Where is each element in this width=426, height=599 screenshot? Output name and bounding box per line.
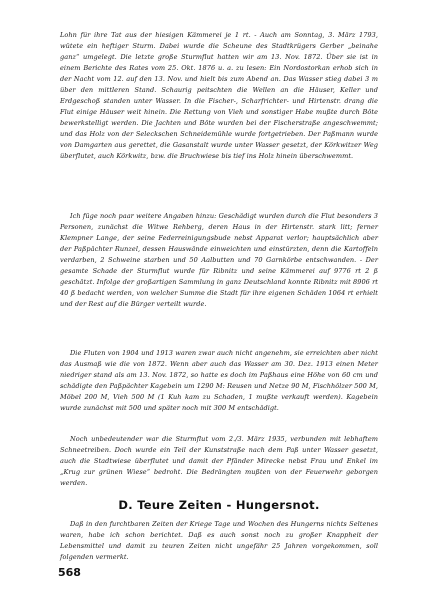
paragraph-text: Daß in den furchtbaren Zeiten der Kriege Tage und Wochen des Hungerns nichts Seltenes waren, habe ich schon berichtet. Daß es auch sonst noch zu großer Knappheit der Lebensmittel und damit zu teuren Zeiten nicht ungefähr 25 Jahren vorgekommen, soll folgenden vermerkt. <box>60 520 378 561</box>
paragraph-text: Die Fluten von 1904 und 1913 waren zwar auch nicht angenehm, sie erreichten aber nicht das Ausmaß wie die von 1872. Wenn aber auch das Wasser am 30. Dez. 1913 einen Meter niedriger stand als am 13. Nov. 1872, so hatte es doch im Paßhaus eine Höhe von 60 cm und schädigte den Paßpächter Kagebein um 1290 M: Reusen und Netze 90 M, Fischhölzer 500 M, Möbel 200 M, Vieh 500 M (1 Kuh kam zu Schaden, 1 mußte verkauft werden). Kagebein wurde zunächst mit 500 und später noch mit 300 M entschädigt. <box>60 349 378 412</box>
paragraph-storm-1872 <box>60 30 378 162</box>
paragraph-text: Lohn für ihre Tat aus der hiesigen Kämmerei je 1 rt. - Auch am Sonntag, 3. März 1793, wütete ein heftiger Sturm. Dabei wurde die Scheune des Stadtkrügers Gerber „beinahe ganz“ umgelegt. Die letzte große Sturmflut hatten wir am 13. Nov. 1872. Über sie ist in einem Berichte des Rates vom 25. Okt. 1876 u. a. zu lesen: Ein Nordostorkan erhob sich in der Nacht vom 12. auf den 13. Nov. und hielt bis zum Abend an. Das Wasser stieg dabei 3 m über den mittleren Stand. Schaurig peitschten die Wellen an die Häuser, Keller und Erdgeschoß standen unter Wasser. In die Fischer-, Scharfrichter- und Hirtenstr. drang die Flut einige Häuser weit hinein. Die Rettung von Vieh und sonstiger Habe mußte durch Böte bewerkstelligt werden. Die Jachten und Böte wurden bei der Fischerstraße angeschwemmt; und das Holz von der Seleckschen Schneidemühle wurde fortgetrieben. Der Paßmann wurde von Damgarten aus gerettet, die Gasanstalt wurde unter Wasser gesetzt, der Körkwitzer Weg überflutet, auch Körkwitz, bzw. die Bruchwiese bis tief ins Holz hinein überschwemmt. <box>60 31 378 160</box>
paragraph-floods-1904-1913 <box>60 348 378 414</box>
paragraph-text: Ich füge noch paar weitere Angaben hinzu: Geschädigt wurden durch die Flut besonders 3 Personen, zunächst die Witwe Rehberg, deren Haus in der Hirtenstr. stark litt; ferner Klempner Lange, der seine Federreinigungsbude nebst Apparat verlor; hauptsächlich aber der Paßpächter Runzel, dessen Hauswände einweichten und einstürzten, denn die Kartoffeln verdarben, 2 Schweine starben und 50 Aalbutten und 70 Garnkörbe entschwanden. - Der gesamte Schade der Sturmflut wurde für Ribnitz und seine Kämmerei auf 9776 rt 2 ß geschätzt. Infolge der großartigen Sammlung in ganz Deutschland konnte Ribnitz mit 8906 rt 40 ß bedacht werden, von welcher Summe die Stadt für ihre eigenen Schäden 1064 rt erhielt und der Rest auf die Bürger verteilt wurde. <box>60 212 378 308</box>
paragraph-hunger <box>60 519 378 563</box>
paragraph-text: Noch unbedeutender war die Sturmflut vom 2./3. März 1935, verbunden mit lebhaftem Schneetreiben. Doch wurde ein Teil der Kunststraße nach dem Paß unter Wasser gesetzt, auch die Stadtwiese überflutet und damit der Pfänder Mirecke nebst Frau und Enkel im „Krug zur grünen Wiese“ bedroht. Die Bedrängten mußten von der Feuerwehr geborgen werden. <box>60 435 378 487</box>
paragraph-storm-1935 <box>60 434 378 489</box>
page-number: 568 <box>58 566 81 579</box>
section-heading: D. Teure Zeiten - Hungersnot. <box>118 498 320 512</box>
paragraph-damages <box>60 211 378 310</box>
